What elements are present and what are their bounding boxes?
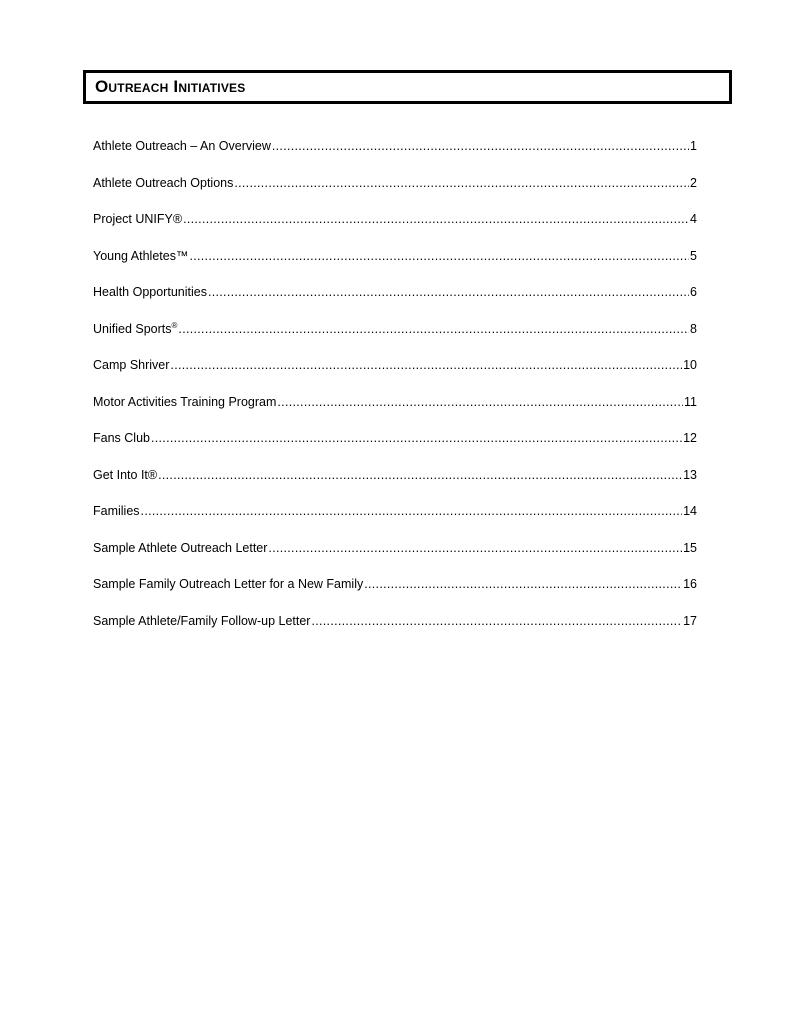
- toc-entry-page: 15: [683, 540, 697, 555]
- toc-entry[interactable]: [93, 211, 697, 248]
- toc-leader-dots: [268, 540, 682, 556]
- toc-entry-label: Motor Activities Training Program: [93, 394, 277, 409]
- toc-entry[interactable]: [93, 284, 697, 321]
- toc-entry-page: 6: [690, 285, 697, 299]
- toc-entry-label: Sample Family Outreach Letter for a New Family: [93, 577, 364, 591]
- toc-leader-dots: [272, 138, 689, 154]
- toc-entry-label: Families: [93, 504, 140, 518]
- toc-entry[interactable]: [93, 357, 697, 394]
- toc-entry[interactable]: [93, 430, 697, 467]
- registered-mark: ®: [171, 320, 178, 330]
- section-title-box: [83, 70, 732, 104]
- toc-entry-label: Get Into It®: [93, 467, 158, 482]
- toc-entry-page: 1: [690, 139, 697, 153]
- toc-leader-dots: [141, 503, 683, 519]
- toc-entry-label: Project UNIFY®: [93, 212, 183, 226]
- toc-entry-label: Young Athletes™: [93, 248, 189, 263]
- toc-entry[interactable]: [93, 321, 697, 358]
- toc-leader-dots: [234, 175, 689, 191]
- toc-leader-dots: [189, 248, 689, 264]
- toc-entry-page: 11: [684, 394, 697, 409]
- toc-entry-label: Athlete Outreach Options: [93, 175, 234, 190]
- toc-leader-dots: [364, 576, 682, 592]
- toc-entry-label: Health Opportunities: [93, 285, 207, 299]
- toc-entry-label: Fans Club: [93, 431, 150, 445]
- toc-entry-page: 8: [690, 321, 697, 336]
- toc-entry-label: Unified Sports®: [93, 320, 178, 336]
- toc-entry-label: Sample Athlete Outreach Letter: [93, 540, 268, 555]
- toc-entry[interactable]: [93, 576, 697, 613]
- toc-leader-dots: [170, 357, 682, 373]
- toc-entry-page: 16: [683, 577, 697, 591]
- toc-entry[interactable]: [93, 467, 697, 504]
- toc-entry-page: 5: [690, 248, 697, 263]
- toc-entry-label: Athlete Outreach – An Overview: [93, 139, 271, 153]
- toc-leader-dots: [183, 211, 689, 227]
- table-of-contents: [93, 138, 697, 649]
- toc-entry[interactable]: [93, 394, 697, 431]
- toc-entry[interactable]: [93, 175, 697, 212]
- toc-entry-label: Camp Shriver: [93, 358, 170, 372]
- toc-leader-dots: [311, 613, 682, 629]
- toc-leader-dots: [277, 394, 683, 410]
- toc-entry[interactable]: [93, 248, 697, 285]
- toc-entry-label: Sample Athlete/Family Follow-up Letter: [93, 613, 311, 628]
- toc-entry[interactable]: [93, 138, 697, 175]
- toc-leader-dots: [158, 467, 682, 483]
- toc-entry[interactable]: [93, 503, 697, 540]
- toc-leader-dots: [178, 321, 689, 337]
- toc-leader-dots: [151, 430, 682, 446]
- toc-leader-dots: [208, 284, 689, 300]
- toc-entry[interactable]: [93, 613, 697, 650]
- toc-entry-page: 13: [683, 467, 697, 482]
- toc-entry-page: 14: [683, 504, 697, 518]
- toc-entry-page: 2: [690, 175, 697, 190]
- toc-entry-page: 12: [683, 431, 697, 445]
- toc-entry-page: 4: [690, 212, 697, 226]
- toc-entry-page: 17: [683, 613, 697, 628]
- toc-entry[interactable]: [93, 540, 697, 577]
- toc-entry-page: 10: [683, 358, 697, 372]
- section-title: Outreach Initiatives: [95, 77, 246, 96]
